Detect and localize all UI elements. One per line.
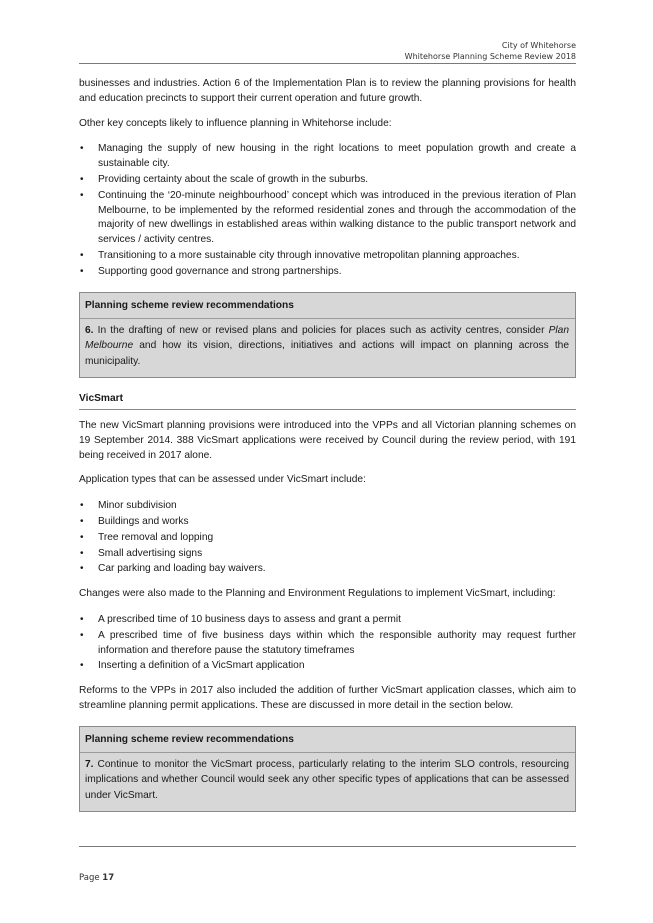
list-item: • Transitioning to a more sustainable city through innovative metropolitan planning approaches.: [79, 249, 576, 264]
header-document-title: Whitehorse Planning Scheme Review 2018: [404, 52, 576, 61]
section-title-vicsmart: VicSmart: [79, 393, 123, 405]
page-content: [79, 77, 576, 812]
list-item: • A prescribed time of 10 business days to assess and grant a permit: [79, 613, 576, 628]
recommendation-divider: [80, 752, 575, 753]
recommendation-italic: Plan Melbourne: [85, 324, 569, 352]
list-item: • Tree removal and lopping: [79, 531, 576, 546]
list-item: • Car parking and loading bay waivers.: [79, 562, 576, 577]
page-header: [405, 40, 576, 62]
recommendation-box-6: [79, 292, 576, 379]
recommendation-box-7: [79, 726, 576, 813]
list-item: • A prescribed time of five business days within which the responsible authority may request further information and therefore pause the statutory timeframes: [79, 629, 576, 659]
list-item: • Continuing the ‘20-minute neighbourhood’ concept which was introduced in the previous iteration of Plan Melbourne, to be implemented by the reformed residential zones and through the accommodation of the majority of new dwellings in established areas within walking distance to the public transport network and services / activity centres.: [79, 189, 576, 248]
recommendation-title: Planning scheme review recommendations: [85, 733, 294, 745]
list-item: • Buildings and works: [79, 515, 576, 530]
page-number: 17: [102, 873, 115, 883]
list-item: • Managing the supply of new housing in the right locations to meet population growth and create a sustainable city.: [79, 142, 576, 172]
reforms-paragraph: Reforms to the VPPs in 2017 also included the addition of further VicSmart application classes, which aim to streamline planning permit applications. These are discussed in more detail in the section below.: [79, 685, 576, 712]
header-organisation: City of Whitehorse: [501, 41, 576, 50]
recommendation-text-part: Continue to monitor the VicSmart process, particularly relating to the interim SLO controls, resourcing implications and whether Council would seek any other specific types of applications that can be assessed under VicSmart.: [85, 758, 569, 801]
changes-list: [79, 613, 576, 674]
list-item: • Small advertising signs: [79, 547, 576, 562]
list-item: • Inserting a definition of a VicSmart application: [79, 659, 576, 674]
header-divider: [79, 63, 576, 64]
list-item: • Providing certainty about the scale of growth in the suburbs.: [79, 173, 576, 188]
concepts-intro: Other key concepts likely to influence planning in Whitehorse include:: [79, 117, 392, 129]
list-item: • Minor subdivision: [79, 499, 576, 514]
recommendation-text-part: and how its vision, directions, initiatives and actions will impact on planning across the municipality.: [85, 340, 569, 367]
concepts-list: [79, 142, 576, 279]
list-item: • Supporting good governance and strong partnerships.: [79, 265, 576, 280]
application-types-intro: Application types that can be assessed under VicSmart include:: [79, 474, 366, 486]
changes-intro: Changes were also made to the Planning and Environment Regulations to implement VicSmart, including:: [79, 588, 556, 600]
section-divider: [79, 409, 576, 410]
recommendation-title: Planning scheme review recommendations: [85, 299, 294, 311]
page-footer: [79, 873, 114, 883]
recommendation-text: [85, 323, 569, 370]
recommendation-divider: [80, 318, 575, 319]
application-types-list: [79, 499, 576, 577]
intro-paragraph: businesses and industries. Action 6 of the Implementation Plan is to review the planning provisions for health and education precincts to support their current operation and future growth.: [79, 78, 576, 104]
vicsmart-paragraph: The new VicSmart planning provisions were introduced into the VPPs and all Victorian planning schemes on 19 September 2014. 388 VicSmart applications were received by Council during the review period, with 191 being received in 2017 alone.: [79, 420, 576, 461]
footer-divider: [79, 846, 576, 847]
page-label: Page: [79, 873, 100, 883]
recommendation-number: 7.: [85, 758, 94, 770]
recommendation-text-part: In the drafting of new or revised plans and policies for places such as activity centres, consider: [93, 324, 549, 336]
recommendation-text: [85, 757, 569, 804]
recommendation-number: 6.: [85, 324, 94, 336]
